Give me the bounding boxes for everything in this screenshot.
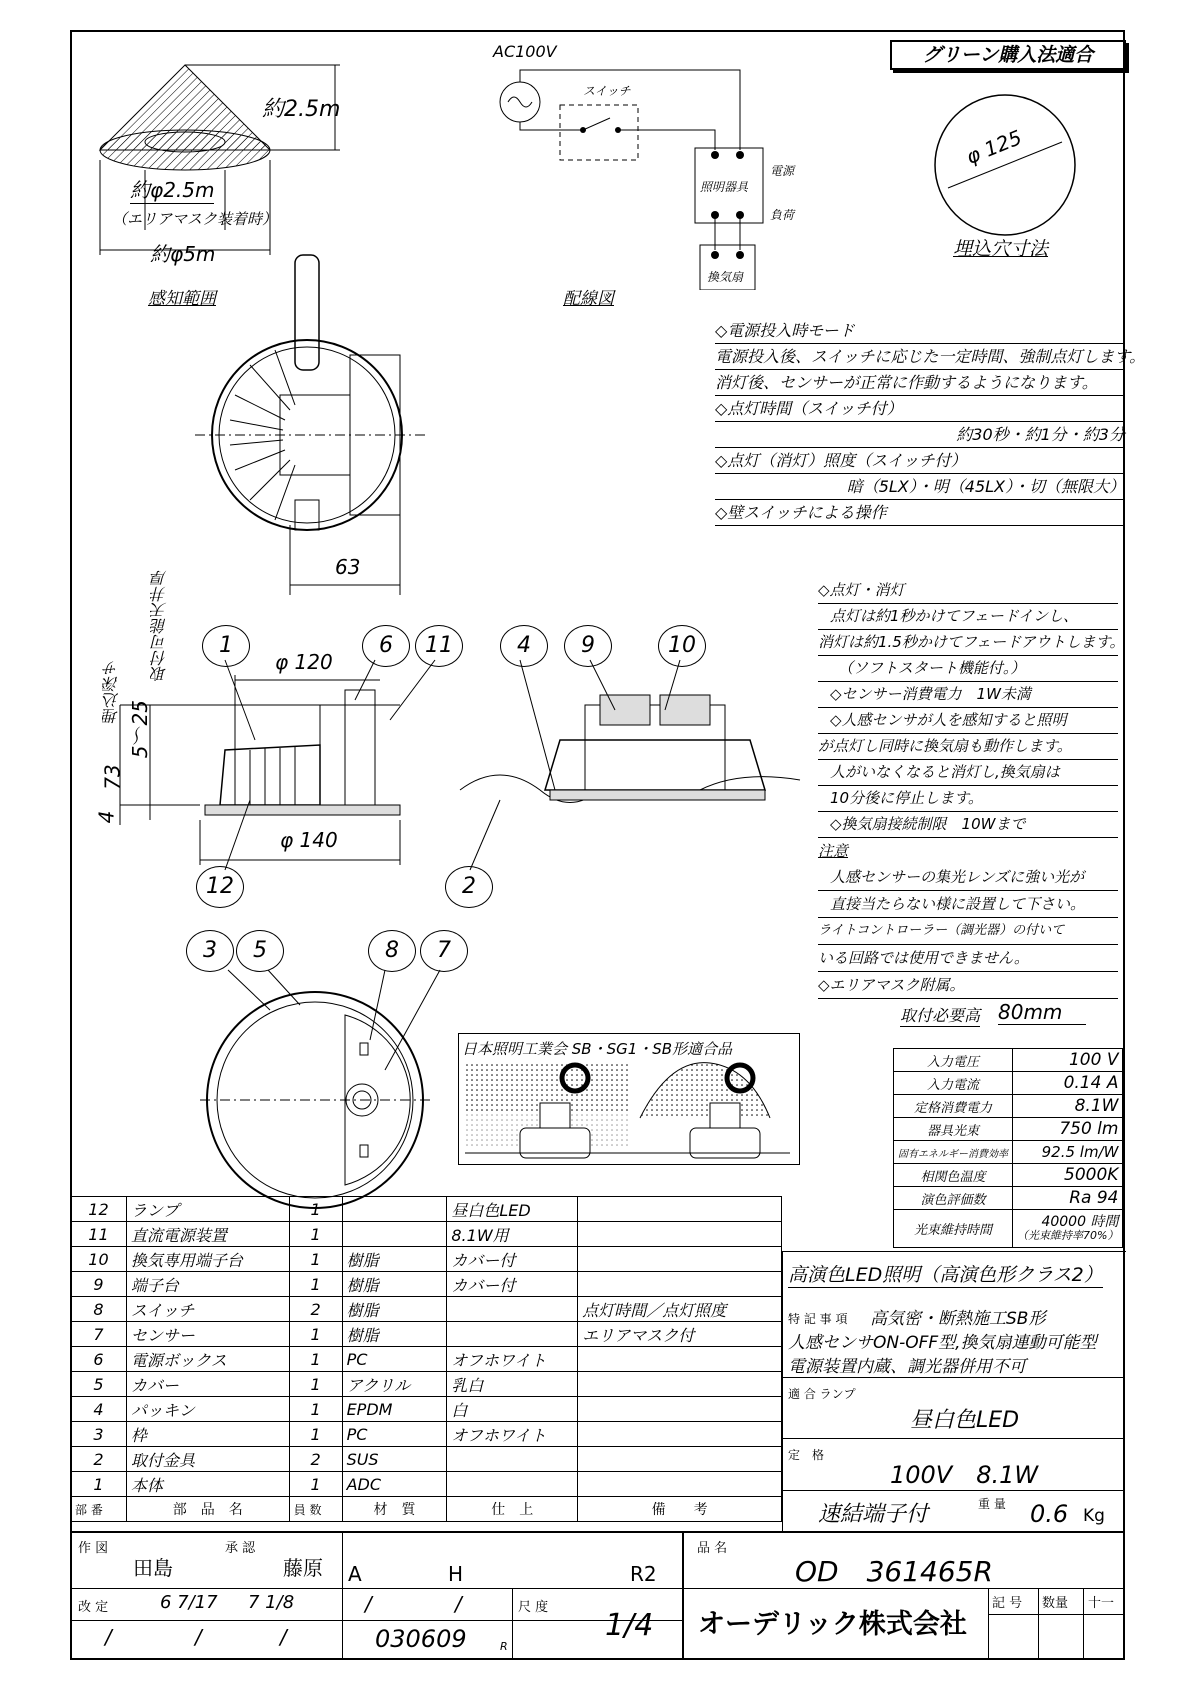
spec-key: 入力電流	[894, 1072, 1013, 1095]
callout-10: 10	[658, 625, 706, 667]
parts-cell-qty: 1	[289, 1272, 342, 1297]
spec-value: 100 V	[1013, 1049, 1123, 1072]
parts-cell-qty: 1	[289, 1372, 342, 1397]
header-name: 部 品 名	[126, 1497, 289, 1522]
parts-cell-no: 7	[71, 1322, 127, 1347]
parts-cell-mat: SUS	[342, 1447, 447, 1472]
spec-value-sub: （光束維持率70%）	[1017, 1228, 1119, 1242]
rev-slash: /	[195, 1625, 202, 1649]
parts-row	[71, 1197, 782, 1222]
product-label: 品 名	[697, 1541, 728, 1556]
parts-row	[71, 1447, 782, 1472]
rev-date-1: 6 7/17	[160, 1592, 218, 1613]
callout-2: 2	[445, 866, 493, 908]
features-divider	[782, 1490, 1125, 1491]
parts-cell-no: 8	[71, 1297, 127, 1322]
spec-row	[894, 1049, 1123, 1072]
parts-body	[71, 1197, 782, 1497]
detection-mask-dia: 約φ2.5m	[130, 174, 214, 204]
rating-label: 定 格	[788, 1448, 825, 1462]
parts-cell-name: 電源ボックス	[126, 1347, 289, 1372]
parts-cell-mat: 樹脂	[342, 1322, 447, 1347]
parts-cell-finish: 8.1W用	[447, 1222, 578, 1247]
hole-caption: 埋込穴寸法	[953, 238, 1049, 260]
parts-cell-note	[578, 1372, 782, 1397]
parts-cell-note	[578, 1422, 782, 1447]
detection-height: 約2.5m	[262, 97, 341, 122]
parts-cell-no: 11	[71, 1222, 127, 1247]
parts-cell-finish	[447, 1472, 578, 1497]
hole-dia: φ 125	[962, 125, 1026, 169]
callout-9: 9	[564, 625, 612, 667]
note-line: （ソフトスタート機能付。）	[818, 656, 1118, 682]
wiring-fan: 換気扇	[707, 270, 744, 284]
caution-block	[818, 838, 1118, 999]
drawing-date: 030609	[375, 1625, 467, 1653]
tb-line	[682, 1531, 684, 1660]
weight-unit: Kg	[1083, 1506, 1105, 1526]
parts-cell-mat: ADC	[342, 1472, 447, 1497]
parts-cell-finish: 昼白色LED	[447, 1197, 578, 1222]
parts-cell-qty: 1	[289, 1222, 342, 1247]
tb-line	[70, 1620, 682, 1621]
features-divider	[782, 1438, 1125, 1439]
callout-6: 6	[362, 625, 410, 667]
parts-cell-note	[578, 1247, 782, 1272]
wiring-switch: スイッチ	[583, 84, 631, 98]
parts-row	[71, 1272, 782, 1297]
caution-line: いる回路では使用できません。	[818, 945, 1118, 972]
detection-caption: 感知範囲	[148, 289, 216, 309]
caution-line: 直接当たらない様に設置して下さい。	[818, 891, 1118, 918]
wiring-load: 負荷	[770, 208, 795, 222]
parts-cell-finish: 白	[447, 1397, 578, 1422]
revision: R2	[630, 1562, 657, 1586]
detection-mask-note: （エリアマスク装着時）	[112, 210, 278, 228]
special-1: 高気密・断熱施工SB形	[870, 1309, 1046, 1329]
install-height-value: 80mm	[998, 1000, 1086, 1025]
note-line: ◇電源投入時モード	[715, 318, 1125, 344]
rev-slash: /	[280, 1625, 287, 1649]
note-line: ◇点灯時間（スイッチ付）	[715, 396, 1125, 422]
parts-cell-finish: カバー付	[447, 1247, 578, 1272]
dim-63: 63	[335, 555, 361, 579]
product-code: OD 361465R	[795, 1555, 993, 1588]
parts-cell-mat	[342, 1222, 447, 1247]
spec-row	[894, 1118, 1123, 1141]
tb-line	[988, 1588, 989, 1660]
approved-by: 藤原	[283, 1556, 323, 1580]
parts-row	[71, 1422, 782, 1447]
parts-row	[71, 1472, 782, 1497]
caution-line: ◇エリアマスク附属。	[818, 972, 1118, 999]
note-line: が点灯し同時に換気扇も動作します。	[818, 734, 1118, 760]
grade-h: H	[448, 1562, 464, 1586]
callout-11: 11	[415, 625, 463, 667]
parts-cell-finish	[447, 1447, 578, 1472]
spec-value: 92.5 lm/W	[1013, 1141, 1123, 1164]
spec-key: 定格消費電力	[894, 1095, 1013, 1118]
spec-row	[894, 1164, 1123, 1187]
lamp-label: 適 合 ランプ	[788, 1387, 856, 1401]
tb-line	[1038, 1588, 1039, 1660]
spec-key: 器具光束	[894, 1118, 1013, 1141]
parts-row	[71, 1222, 782, 1247]
spec-key: 光束維持時間	[894, 1210, 1013, 1248]
parts-cell-mat: 樹脂	[342, 1272, 447, 1297]
note-line: ◇換気扇接続制限 10Wまで	[818, 812, 1118, 838]
rev-slash: /	[105, 1625, 112, 1649]
note-line: 電源投入後、スイッチに応じた一定時間、強制点灯します。	[715, 344, 1125, 370]
company-name: オーデリック株式会社	[698, 1609, 967, 1640]
parts-cell-qty: 1	[289, 1472, 342, 1497]
parts-cell-no: 2	[71, 1447, 127, 1472]
parts-cell-finish	[447, 1322, 578, 1347]
parts-cell-name: パッキン	[126, 1397, 289, 1422]
parts-cell-no: 12	[71, 1197, 127, 1222]
caution-title: 注意	[818, 842, 849, 860]
spec-key: 相関色温度	[894, 1164, 1013, 1187]
features-title: 高演色LED照明（高演色形クラス2）	[788, 1260, 1103, 1288]
spec-key: 入力電圧	[894, 1049, 1013, 1072]
rev-slash: /	[455, 1592, 462, 1616]
green-purchase-label: グリーン購入法適合	[890, 40, 1126, 70]
callout-3: 3	[186, 930, 234, 972]
lamp-value: 昼白色LED	[910, 1408, 1020, 1433]
parts-cell-qty: 1	[289, 1347, 342, 1372]
spec-value: 0.14 A	[1013, 1072, 1123, 1095]
tb-line	[342, 1531, 343, 1660]
spec-value: Ra 94	[1013, 1187, 1123, 1210]
parts-cell-finish	[447, 1297, 578, 1322]
rating-value: 100V 8.1W	[890, 1461, 1039, 1489]
wiring-power: 電源	[770, 164, 795, 178]
parts-cell-no: 9	[71, 1272, 127, 1297]
spec-value-main: 40000 時間	[1041, 1213, 1119, 1230]
rev-slash: /	[365, 1592, 372, 1616]
spec-value: 5000K	[1013, 1164, 1123, 1187]
spec-row	[894, 1141, 1123, 1164]
features-divider	[782, 1377, 1125, 1378]
parts-cell-no: 5	[71, 1372, 127, 1397]
callout-12: 12	[196, 866, 244, 908]
dim-73: 73	[100, 764, 125, 790]
callout-7: 7	[420, 930, 468, 972]
parts-cell-name: 枠	[126, 1422, 289, 1447]
parts-cell-qty: 2	[289, 1297, 342, 1322]
wiring-fixture: 照明器具	[700, 180, 749, 194]
parts-cell-qty: 2	[289, 1447, 342, 1472]
callout-8: 8	[368, 930, 416, 972]
scale-label: 尺 度	[518, 1600, 549, 1615]
wiring-ac: AC100V	[493, 42, 557, 61]
parts-cell-mat: 樹脂	[342, 1297, 447, 1322]
note-line: 消灯は約1.5秒かけてフェードアウトします。	[818, 630, 1118, 656]
parts-cell-name: ランプ	[126, 1197, 289, 1222]
header-finish: 仕 上	[447, 1497, 578, 1522]
unit-label: 十一	[1088, 1596, 1115, 1611]
note-line: 10分後に停止します。	[818, 786, 1118, 812]
parts-cell-note: エリアマスク付	[578, 1322, 782, 1347]
parts-cell-note	[578, 1347, 782, 1372]
qty-label: 数量	[1042, 1596, 1069, 1611]
parts-cell-name: 換気専用端子台	[126, 1247, 289, 1272]
header-qty: 員 数	[289, 1497, 342, 1522]
tb-line	[70, 1588, 682, 1589]
header-mat: 材 質	[342, 1497, 447, 1522]
parts-table	[70, 1196, 782, 1522]
parts-cell-no: 6	[71, 1347, 127, 1372]
parts-cell-note	[578, 1272, 782, 1297]
note-line: 消灯後、センサーが正常に作動するようになります。	[715, 370, 1125, 396]
spec-row	[894, 1072, 1123, 1095]
parts-cell-note	[578, 1397, 782, 1422]
parts-cell-name: 取付金具	[126, 1447, 289, 1472]
spec-key: 演色評価数	[894, 1187, 1013, 1210]
parts-cell-finish: 乳白	[447, 1372, 578, 1397]
parts-row	[71, 1247, 782, 1272]
parts-row	[71, 1397, 782, 1422]
note-line: 約30秒・約1分・約3分	[715, 422, 1125, 448]
parts-cell-name: 本体	[126, 1472, 289, 1497]
parts-cell-note	[578, 1472, 782, 1497]
parts-cell-no: 1	[71, 1472, 127, 1497]
parts-cell-name: カバー	[126, 1372, 289, 1397]
parts-row	[71, 1372, 782, 1397]
parts-cell-note	[578, 1222, 782, 1247]
parts-row	[71, 1297, 782, 1322]
grade-a: A	[348, 1562, 362, 1586]
header-note: 備 考	[578, 1497, 782, 1522]
note-line: 暗（5LX）・明（45LX）・切（無限大）	[715, 474, 1125, 500]
drawn-label: 作 図	[78, 1541, 109, 1556]
fixture-front-view	[200, 985, 430, 1215]
parts-cell-name: 端子台	[126, 1272, 289, 1297]
note-line: ◇点灯（消灯）照度（スイッチ付）	[715, 448, 1125, 474]
special-2: 人感センサON-OFF型,換気扇連動可能型	[788, 1333, 1097, 1353]
weight-label: 重 量	[978, 1497, 1006, 1511]
parts-cell-qty: 1	[289, 1197, 342, 1222]
note-line: ◇センサー消費電力 1W未満	[818, 682, 1118, 708]
tb-line	[988, 1614, 1125, 1615]
embed-depth-label: 埋込深サ	[102, 660, 121, 724]
spec-table	[893, 1048, 1123, 1248]
parts-cell-note	[578, 1197, 782, 1222]
spec-value: 8.1W	[1013, 1095, 1123, 1118]
drawing-date-r: R	[500, 1640, 508, 1653]
parts-cell-mat: PC	[342, 1347, 447, 1372]
caution-line: ライトコントローラー（調光器）の付いて	[818, 918, 1118, 945]
spec-value: 750 lm	[1013, 1118, 1123, 1141]
parts-cell-no: 4	[71, 1397, 127, 1422]
sb-label: 日本照明工業会 SB・SG1・SB形適合品	[462, 1040, 733, 1058]
parts-cell-finish: オフホワイト	[447, 1422, 578, 1447]
spec-value	[1013, 1210, 1123, 1248]
note-line: ◇点灯・消灯	[818, 578, 1118, 604]
parts-row	[71, 1347, 782, 1372]
install-height-label: 取付必要高	[900, 1003, 980, 1027]
parts-cell-qty: 1	[289, 1322, 342, 1347]
parts-cell-qty: 1	[289, 1397, 342, 1422]
parts-cell-mat: アクリル	[342, 1372, 447, 1397]
spec-row	[894, 1187, 1123, 1210]
dim-120: φ 120	[275, 650, 333, 674]
parts-cell-name: スイッチ	[126, 1297, 289, 1322]
parts-cell-no: 3	[71, 1422, 127, 1447]
rev-date-2: 7 1/8	[248, 1592, 295, 1613]
rev-label: 改 定	[78, 1600, 109, 1615]
dim-140: φ 140	[280, 828, 338, 852]
callout-5: 5	[236, 930, 284, 972]
spec-row	[894, 1210, 1123, 1248]
drawn-by: 田島	[133, 1556, 173, 1580]
parts-header-row	[71, 1497, 782, 1522]
parts-row	[71, 1322, 782, 1347]
dim-depth: 5〜25	[128, 700, 152, 759]
mount-thickness-label: 取付可能天井厚	[150, 570, 169, 682]
parts-cell-name: 直流電源装置	[126, 1222, 289, 1247]
parts-cell-mat	[342, 1197, 447, 1222]
dim-4: 4	[94, 810, 119, 824]
header-no: 部 番	[71, 1497, 127, 1522]
special-3: 電源装置内蔵、調光器併用不可	[788, 1357, 1026, 1377]
detection-dia: 約φ5m	[150, 242, 216, 266]
scale-value: 1/4	[605, 1608, 654, 1643]
tb-line	[512, 1588, 513, 1660]
terminal-value: 速結端子付	[818, 1502, 929, 1527]
parts-cell-finish: カバー付	[447, 1272, 578, 1297]
parts-cell-qty: 1	[289, 1422, 342, 1447]
parts-cell-mat: EPDM	[342, 1397, 447, 1422]
note-line: ◇人感センサが人を感知すると照明	[818, 708, 1118, 734]
spec-row	[894, 1095, 1123, 1118]
parts-cell-mat: 樹脂	[342, 1247, 447, 1272]
wiring-caption: 配線図	[563, 289, 614, 309]
approved-label: 承 認	[225, 1541, 256, 1556]
parts-cell-finish: オフホワイト	[447, 1347, 578, 1372]
parts-cell-name: センサー	[126, 1322, 289, 1347]
sb-drawing	[460, 1058, 796, 1162]
parts-cell-note: 点灯時間／点灯照度	[578, 1297, 782, 1322]
operation-notes	[818, 578, 1125, 838]
weight-value: 0.6	[1030, 1500, 1069, 1528]
note-line: ◇壁スイッチによる操作	[715, 500, 1125, 526]
parts-cell-mat: PC	[342, 1422, 447, 1447]
caution-line: 人感センサーの集光レンズに強い光が	[818, 864, 1118, 891]
parts-cell-qty: 1	[289, 1247, 342, 1272]
parts-cell-note	[578, 1447, 782, 1472]
note-line: 人がいなくなると消灯し,換気扇は	[818, 760, 1118, 786]
code-label: 記 号	[992, 1596, 1023, 1611]
callout-4: 4	[500, 625, 548, 667]
special-label: 特 記 事 項	[788, 1312, 848, 1326]
tb-line	[1083, 1588, 1084, 1660]
spec-key: 固有エネルギー消費効率	[894, 1141, 1013, 1164]
parts-cell-no: 10	[71, 1247, 127, 1272]
note-line: 点灯は約1秒かけてフェードインし、	[818, 604, 1118, 630]
callout-1: 1	[202, 625, 250, 667]
